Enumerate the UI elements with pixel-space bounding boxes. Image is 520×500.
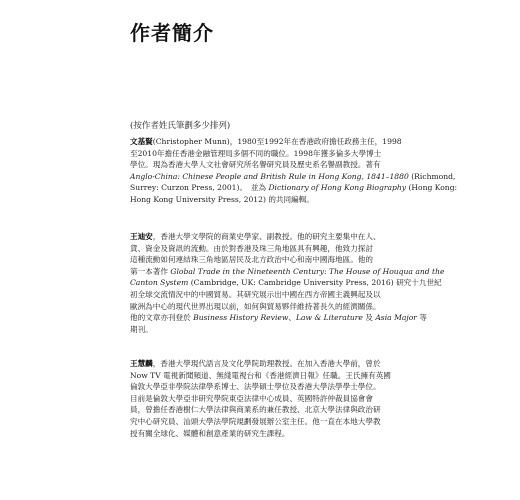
bio-text: 、	[288, 313, 296, 323]
bio-text: 及	[362, 313, 376, 323]
bio-line	[130, 416, 403, 428]
bio-text: (Christopher Munn)，1980至1992年在香港政府擔任政務主任，1998	[152, 137, 402, 146]
bio-text: 學位。現為香港大學人文社會研究所名譽研究員及歷史系名譽副教授。著有	[130, 160, 381, 170]
author-name: 王慧麟	[130, 359, 153, 368]
bio-line	[130, 370, 403, 382]
italic-title: Law & Literature	[295, 313, 363, 323]
bio-text: (Cambridge, UK: Cambridge University Press, 2016) 研究十九世紀	[188, 278, 442, 288]
page-title: 作者簡介	[130, 21, 214, 45]
bio-text: 等	[416, 313, 427, 323]
bio-text: 初全球交流情況中的中國貿易。其研究展示出中國在西方帝國主義興起及以	[130, 289, 381, 299]
bio-text: Now TV 電視新聞頻道、無綫電視台和《香港經濟日報》任職。王氏擁有英國	[130, 370, 391, 380]
bio-text: 究中心研究員、汕頭大學法學院規劃發展辦公室主任。他一直在本地大學教	[130, 416, 381, 426]
italic-title: Canton System	[130, 278, 189, 288]
bio-line	[130, 171, 456, 183]
bio-text: ，香港大學現代語言及文化學院助理教授。在加入香港大學前，曾於	[152, 359, 381, 368]
bio-line	[130, 194, 403, 206]
bio-line	[130, 289, 403, 301]
bio-text: 第一本著作	[130, 266, 171, 276]
bio-line	[130, 136, 403, 148]
bio-text: (Richmond,	[408, 171, 456, 181]
bio-line	[130, 277, 442, 289]
bio-text: 歐洲為中心的現代世界出現以前，如何與貿易夥伴維持著長久的經濟關係。	[130, 301, 381, 311]
bio-text: 員，曾擔任香港樹仁大學法律與商業系的兼任教授、北京大學法律與政治研	[130, 405, 381, 415]
bio-line	[130, 231, 403, 243]
bio-line	[130, 301, 403, 313]
bio-text: 目前是倫敦大學亞非研究學院東亞法律中心成員、英國特許仲裁員協會會	[130, 393, 373, 403]
bio-text: 授有關全球化、媒體和創意產業的研究生課程。	[130, 428, 290, 438]
bio-text: 他的文章亦刊登於	[130, 313, 194, 323]
author-name: 文基賢	[130, 137, 153, 146]
bio-text: ，香港大學文學院的商業史學家、副教授。他的研究主要集中在人、	[152, 232, 381, 241]
author-entry	[130, 358, 403, 439]
bio-line	[130, 254, 403, 266]
bio-line	[130, 312, 427, 324]
bio-line	[130, 266, 445, 278]
bio-line	[130, 404, 403, 416]
bio-line	[130, 159, 403, 171]
bio-line	[130, 381, 403, 393]
italic-title: Asia Major	[375, 313, 417, 323]
author-entry	[130, 231, 445, 335]
italic-title: Business History Review	[193, 313, 289, 323]
italic-title: Anglo-China: Chinese People and British Rule in Hong Kong, 1841–1880	[130, 171, 409, 181]
bio-text: Surrey: Curzon Press, 2001)。 並為	[130, 183, 269, 193]
ordering-note: (按作者姓氏筆劃多少排列)	[130, 121, 231, 131]
bio-text: 貨、資金及資訊的流動。由於對香港及珠三角地區具有興趣，他致力探討	[130, 243, 373, 253]
bio-text: 這種流動如何連結珠三角地區居民及北方政治中心和南中國海地區。他的	[130, 255, 373, 265]
bio-line	[130, 393, 403, 405]
bio-text: (Hong Kong:	[406, 183, 458, 193]
bio-text: Hong Kong University Press, 2012) 的共同編輯。	[130, 194, 314, 204]
author-name: 王迪安	[130, 232, 153, 241]
bio-line	[130, 428, 403, 440]
bio-line	[130, 358, 403, 370]
bio-text: 至2010年擔任香港金融管理局多個不同的職位。1998年獲多倫多大學博士	[130, 148, 382, 158]
italic-title: Dictionary of Hong Kong Biography	[268, 183, 407, 193]
bio-line	[130, 148, 403, 160]
bio-line	[130, 182, 458, 194]
bio-text: 倫敦大學亞非學院法律學系博士、法學碩士學位及香港大學法學學士學位。	[130, 382, 381, 392]
bio-text: 期刊。	[130, 324, 153, 334]
bio-line	[130, 324, 403, 336]
bio-line	[130, 243, 403, 255]
author-entry	[130, 136, 458, 206]
italic-title: Global Trade in the Nineteenth Century: The House of Houqua and the	[170, 266, 445, 276]
